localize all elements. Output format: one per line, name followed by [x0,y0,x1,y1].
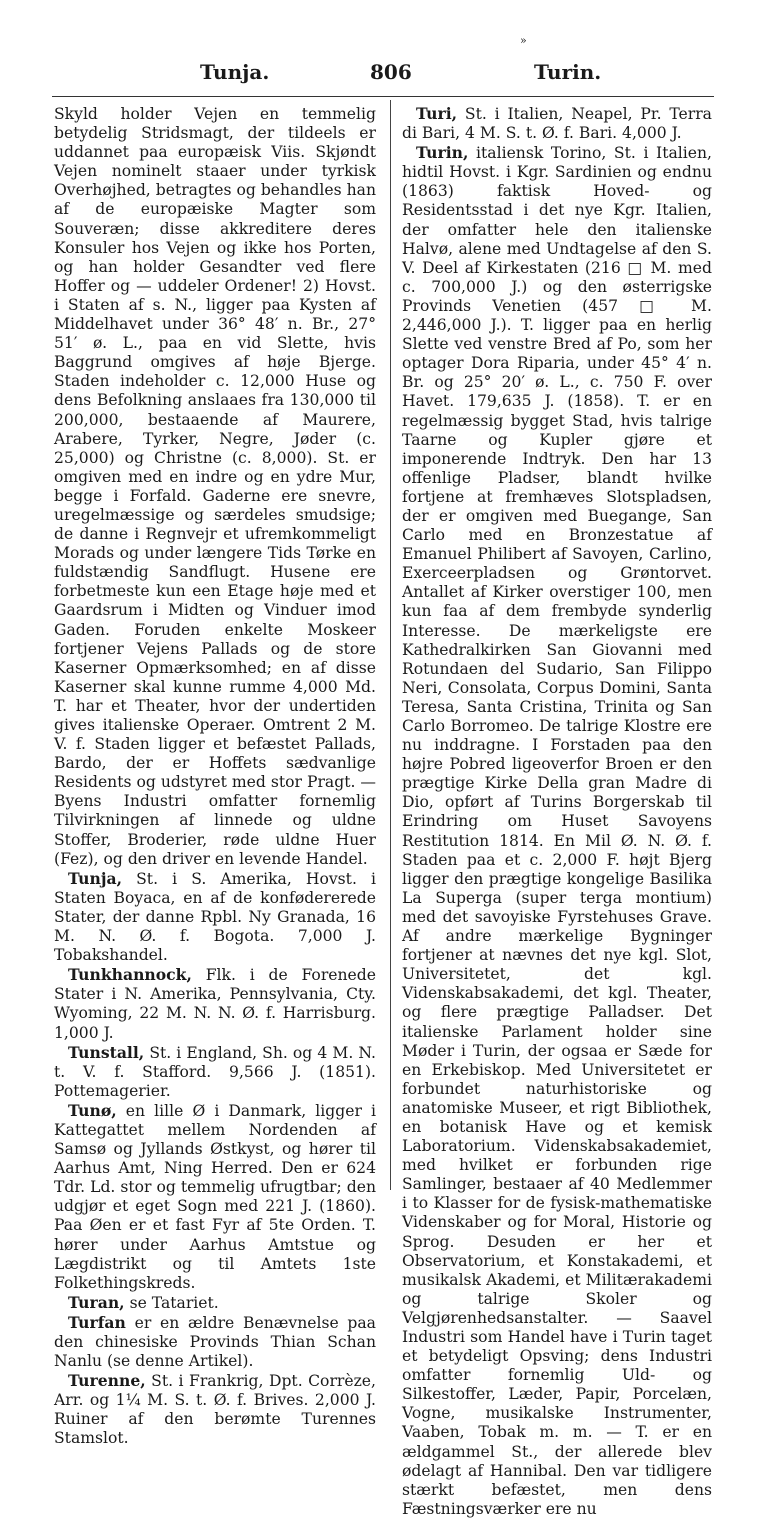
dictionary-entry [54,1101,376,1293]
entry-text: St. i England, Sh. og 4 M. N. t. V. f. Stafford. 9,566 J. (1851). Pottemagerier. [54,1043,376,1100]
entry-text: St. i Frankrig, Dpt. Corrèze, Arr. og 1¼ M. S. t. Ø. f. Brives. 2,000 J. Ruiner af den berømte Turennes Stamslot. [54,1372,376,1448]
running-head-left: Tunja. [200,60,270,84]
entry-headword: Turenne, [68,1371,146,1391]
dictionary-entry [54,1293,376,1313]
right-column [402,104,712,1519]
entry-text: Skyld holder Vejen en temmelig betydelig Stridsmagt, der tildeels er uddannet paa europæisk Viis. Skjøndt Vejen nominelt staaer under tyrkisk Overhøjhed, betragtes og behandles han af de europæiske Magter som Souveræn; disse akkrediterе deres Konsuler hos Vejen og ikke hos Porten, og han holder Gesandter ved flere Hoffer og — uddeler Ordener! 2) Hovst. i Staten af s. N., ligger paa Kysten af Middelhavet under 36° 48′ n. Br., 27° 51′ ø. L., paa en vid Slette, hvis Baggrund omgives af høje Bjerge. Staden indeholder c. 12,000 Huse og dens Befolkning anslaaes fra 130,000 til 200,000, bestaaende af Maurere, Arabere, Tyrker, Negre, Jøder (c. 25,000) og Christne (c. 8,000). St. er omgiven med en indre og en ydre Mur, begge i Forfald. Gaderne ere snevre, uregelmæssige og særdeles smudsige; de danne i Regnvejr et ufremkommeligt Morads og under længere Tids Tørke en fuldstændig Sandflugt. Husene ere forbetmeste kun een Etage høje med et Gaardsrum i Midten og Vinduer imod Gaden. Foruden enkelte Moskeer fortjener Vejens Pallads og de store Kaserner Opmærksomhed; en af disse Kaserner skal kunne rumme 4,000 Md. T. har et Theater, hvor der undertiden gives italienske Operaer. Omtrent 2 M. V. f. Staden ligger et befæstet Pallads, Bardo, der er Hoffets sædvanlige Residents og udstyret med stor Pragt. — Byens Industri omfatter fornemlig Tilvirkningen af linnede og uldne Stoffer, Broderier, røde uldne Huer (Fez), og den driver en levende Handel. [54,105,376,868]
page-number: 806 [370,60,412,84]
dictionary-entry [54,104,376,869]
entry-headword: Tunkhannock, [68,965,192,985]
printer-mark: » [520,34,527,47]
dictionary-entry [54,1043,376,1101]
page-header [52,60,712,90]
entry-text: St. i S. Amerika, Hovst. i Staten Boyaca, en af de konfødererede Stater, der danne Rpbl. Ny Granada, 16 M. N. Ø. f. Bogota. 7,000 J. Tobakshandel. [54,869,376,965]
entry-text: italiensk Torino, St. i Italien, hidtil Hovst. i Kgr. Sardinien og endnu (1863) faktisk Hoved- og Residentsstad i det nye Kgr. Italien, der omfatter hele den italienske Halvø, alene med Undtagelse af den S. V. Deel af Kirkestaten (216 □ M. med c. 700,000 J.) og den østerrigske Provinds Venetien (457 □ M. 2,446,000 J.). T. ligger paa en herlig Slette ved venstre Bred af Po, som her optager Dora Riparia, under 45° 4′ n. Br. og 25° 20′ ø. L., c. 750 F. over Havet. 179,635 J. (1858). T. er en regelmæssig bygget Stad, hvis talrige Taarne og Kupler gjøre et imponerende Indtryk. Den har 13 offenlige Pladser, blandt hvilke fortjene at fremhæves Slotspladsen, der er omgiven med Buegange, San Carlo med en Bronzestatue af Emanuel Philibert af Savoyen, Carlino, Exerceerpladsen og Grøntorvet. Antallet af Kirker overstiger 100, men kun faa af dem frembyde synderlig Interesse. De mærkeligste ere Kathedralkirken San Giovanni med Rotundaen del Sudario, San Filippo Neri, Consolata, Corpus Domini, Santa Teresa, Santa Cristina, Trinita og San Carlo Borromeo. De talrige Klostre ere nu inddragne. I Forstaden paa den højre Pobred ligeoverfor Broen er den prægtige Kirke Della gran Madre di Dio, opført af Turins Borgerskab til Erindring om Huset Savoyens Restitution 1814. En Mil Ø. N. Ø. f. Staden paa et c. 2,000 F. højt Bjerg ligger den prægtige kongelige Basilika La Superga (super terga montium) med det savoyiske Fyrstehuses Grave. Af andre mærkelige Bygninger fortjener at nævnes det nye kgl. Slot, Universitetet, det kgl. Videnskabsakademi, det kgl. Theater, og flere prægtige Palladser. Det italienske Parlament holder sine Møder i Turin, der ogsaa er Sæde for en Erkebiskop. Med Universitetet er forbundet naturhistoriske og anatomiske Museer, et rigt Bibliothek, en botanisk Have og et kemisk Laboratorium. Videnskabsakademiet, med hvilket er forbunden rige Samlinger, bestaaer af 40 Medlemmer i to Klasser for de fysisk-mathematiske Videnskaber og for Moral, Historie og Sprog. Desuden er her et Observatorium, et Konstakademi, et musikalsk Akademi, et Militærakademi og talrige Skoler og Velgjørenhedsanstalter. — Saavel Industri som Handel have i Turin taget et betydeligt Opsving; dens Industri omfatter fornemlig Uld- og Silkestoffer, Læder, Papir, Porcelæn, Vogne, musikalske Instrumenter, Vaaben, Tobak m. m. — T. er en ældgammel St., der allerede blev ødelagt af Hannibal. Den var tidligere stærkt befæstet, men dens Fæstningsværker ere nu [402,144,712,1518]
dictionary-entry [54,869,376,965]
entry-headword: Tunstall, [68,1042,145,1062]
dictionary-entry [54,965,376,1042]
dictionary-entry [54,1371,376,1448]
left-column [54,104,376,1449]
dictionary-entry [54,1313,376,1371]
entry-text: en lille Ø i Danmark, ligger i Kattegattet mellem Nordenden af Samsø og Jyllands Østkyst, og hører til Aarhus Amt, Ning Herred. Den er 624 Tdr. Ld. stor og temmelig ufrugtbar; den udgjør et eget Sogn med 221 J. (1860). Paa Øen er et fast Fyr af 5te Orden. T. hører under Aarhus Amtstue og Lægdistrikt og til Amtets 1ste Folkethingskreds. [54,1101,376,1292]
dictionary-entry [402,104,712,143]
entry-headword: Tunja, [68,868,123,888]
dictionary-entry [402,143,712,1519]
entry-headword: Turan, [68,1292,125,1312]
entry-text: er en ældre Benævnelse paa den chinesiske Provinds Thian Schan Nanlu (se denne Artikel). [54,1313,376,1371]
running-head-right: Turin. [534,60,602,84]
entry-headword: Tunø, [68,1100,117,1120]
entry-text: Flk. i de Forenede Stater i N. Amerika, Pennsylvania, Cty. Wyoming, 22 M. N. N. Ø. f. Harrisburg. 1,000 J. [54,966,376,1042]
header-rule [52,96,714,97]
entry-text: St. i Italien, Neapel, Pr. Terra di Bari, 4 M. S. t. Ø. f. Bari. 4,000 J. [402,105,712,143]
entry-headword: Turi, [416,104,458,123]
entry-headword: Turin, [416,143,469,163]
column-divider [390,100,391,1190]
entry-text: se Tatariet. [129,1293,219,1312]
entry-headword: Turfan [68,1312,126,1332]
